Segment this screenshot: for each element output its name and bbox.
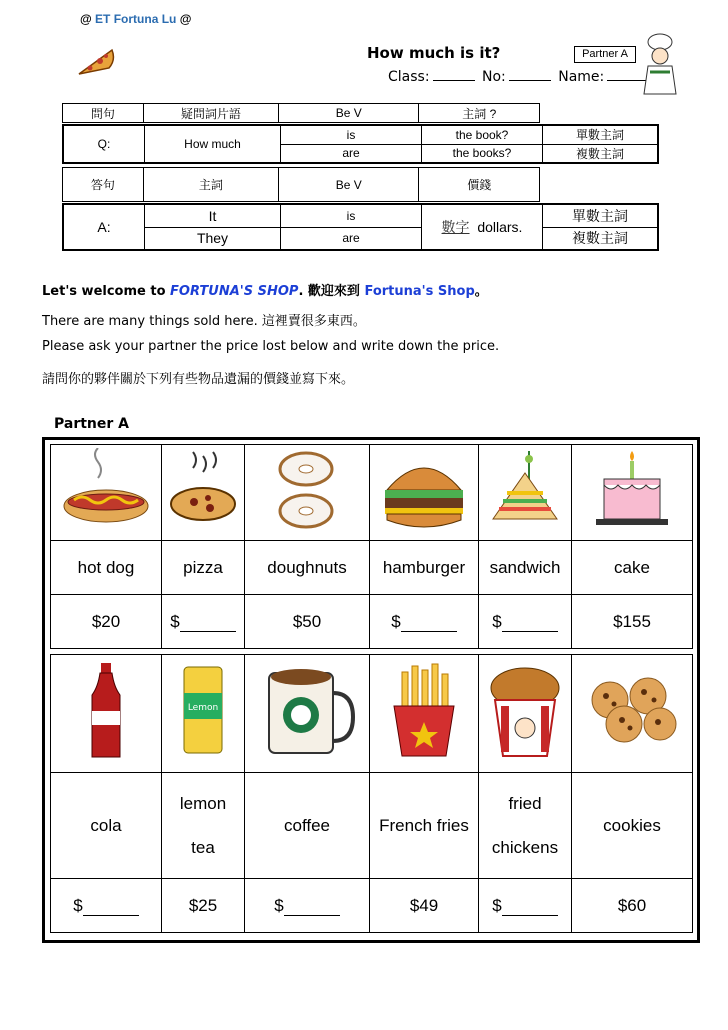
header-answer: 答句 — [63, 168, 144, 202]
no-blank — [509, 66, 551, 81]
price-grid — [42, 437, 700, 943]
q-be-singular: is — [281, 125, 422, 144]
item-name-cookies: cookies — [572, 773, 693, 879]
instruction-many-things: There are many things sold here. 這裡賣很多東西。 — [42, 314, 366, 329]
a-subject-plural: They — [145, 227, 281, 250]
q-subject-singular: the book? — [422, 125, 543, 144]
a-be-singular: is — [281, 204, 422, 227]
items-row-2 — [50, 654, 693, 933]
header-wh-phrase: 疑問詞片語 — [143, 104, 278, 123]
item-name-lemon-tea: lemon tea — [162, 773, 245, 879]
item-name-french-fries: French fries — [370, 773, 479, 879]
item-name-doughnuts: doughnuts — [245, 541, 370, 595]
item-price-sandwich[interactable]: $ — [479, 595, 572, 649]
q-type-plural: 複數主詞 — [543, 144, 659, 163]
coffee-image — [245, 655, 370, 773]
item-price-cookies: $60 — [572, 879, 693, 933]
a-subject-singular: It — [145, 204, 281, 227]
price-blank[interactable] — [284, 899, 340, 916]
item-price-pizza[interactable]: $ — [162, 595, 245, 649]
q-phrase: How much — [145, 125, 281, 163]
instruction-welcome: Let's welcome to FORTUNA'S SHOP. 歡迎來到 Fortuna's Shop。 — [42, 284, 488, 299]
q-subject-plural: the books? — [422, 144, 543, 163]
instruction-ask-partner-zh: 請問你的夥伴關於下列有些物品遺漏的價錢並寫下來。 — [42, 372, 355, 387]
items-row-1 — [50, 444, 693, 649]
item-price-lemon-tea: $25 — [162, 879, 245, 933]
partner-badge: Partner A — [574, 46, 636, 63]
answer-table — [62, 203, 659, 251]
header-a-be-verb: Be V — [279, 168, 419, 202]
partner-label: Partner A — [54, 416, 130, 432]
item-price-cake: $155 — [572, 595, 693, 649]
a-type-plural: 複數主詞 — [543, 227, 659, 250]
a-be-plural: are — [281, 227, 422, 250]
header-subject: 主詞 ? — [419, 104, 540, 123]
fried-chickens-image — [479, 655, 572, 773]
item-name-coffee: coffee — [245, 773, 370, 879]
a-price-number: 數字 — [441, 219, 470, 235]
item-price-doughnuts: $50 — [245, 595, 370, 649]
a-label: A: — [63, 204, 145, 250]
item-name-hamburger: hamburger — [370, 541, 479, 595]
price-blank[interactable] — [502, 615, 558, 632]
header-a-subject: 主詞 — [143, 168, 278, 202]
price-blank[interactable] — [401, 615, 457, 632]
q-type-singular: 單數主詞 — [543, 125, 659, 144]
header-question: 問句 — [63, 104, 144, 123]
instruction-ask-partner: Please ask your partner the price lost below and write down the price. — [42, 339, 500, 354]
cake-image — [572, 445, 693, 541]
a-type-singular: 單數主詞 — [543, 204, 659, 227]
hot-dog-image — [51, 445, 162, 541]
pizza-image — [162, 445, 245, 541]
item-price-coffee[interactable]: $ — [245, 879, 370, 933]
a-price-unit: dollars. — [477, 219, 523, 235]
item-name-pizza: pizza — [162, 541, 245, 595]
question-table — [62, 124, 659, 164]
q-be-plural: are — [281, 144, 422, 163]
cola-image — [51, 655, 162, 773]
answer-header-table — [62, 167, 540, 202]
page-title: How much is it? — [367, 44, 501, 62]
pizza-slice-icon — [76, 44, 116, 78]
item-price-cola[interactable]: $ — [51, 879, 162, 933]
header-price: 價錢 — [419, 168, 540, 202]
svg-text:Lemon: Lemon — [187, 703, 219, 713]
doughnuts-image — [245, 445, 370, 541]
item-price-fried-chickens[interactable]: $ — [479, 879, 572, 933]
header-be-verb: Be V — [279, 104, 419, 123]
lemon-tea-image — [162, 655, 245, 773]
price-blank[interactable] — [83, 899, 139, 916]
item-name-hot-dog: hot dog — [51, 541, 162, 595]
question-header-table — [62, 103, 540, 123]
hamburger-image — [370, 445, 479, 541]
price-blank[interactable] — [502, 899, 558, 916]
item-name-fried-chickens: fried chickens — [479, 773, 572, 879]
a-price-cell — [422, 204, 543, 250]
item-price-french-fries: $49 — [370, 879, 479, 933]
chef-icon — [638, 32, 684, 98]
item-name-sandwich: sandwich — [479, 541, 572, 595]
student-info-line: Class: No: Name: — [388, 66, 652, 85]
author-credit: @ ET Fortuna Lu @ — [80, 12, 192, 26]
class-blank — [433, 66, 475, 81]
french-fries-image — [370, 655, 479, 773]
cookies-image — [572, 655, 693, 773]
q-label: Q: — [63, 125, 145, 163]
item-price-hamburger[interactable]: $ — [370, 595, 479, 649]
item-name-cake: cake — [572, 541, 693, 595]
item-name-cola: cola — [51, 773, 162, 879]
price-blank[interactable] — [180, 615, 236, 632]
item-price-hot-dog: $20 — [51, 595, 162, 649]
sandwich-image — [479, 445, 572, 541]
